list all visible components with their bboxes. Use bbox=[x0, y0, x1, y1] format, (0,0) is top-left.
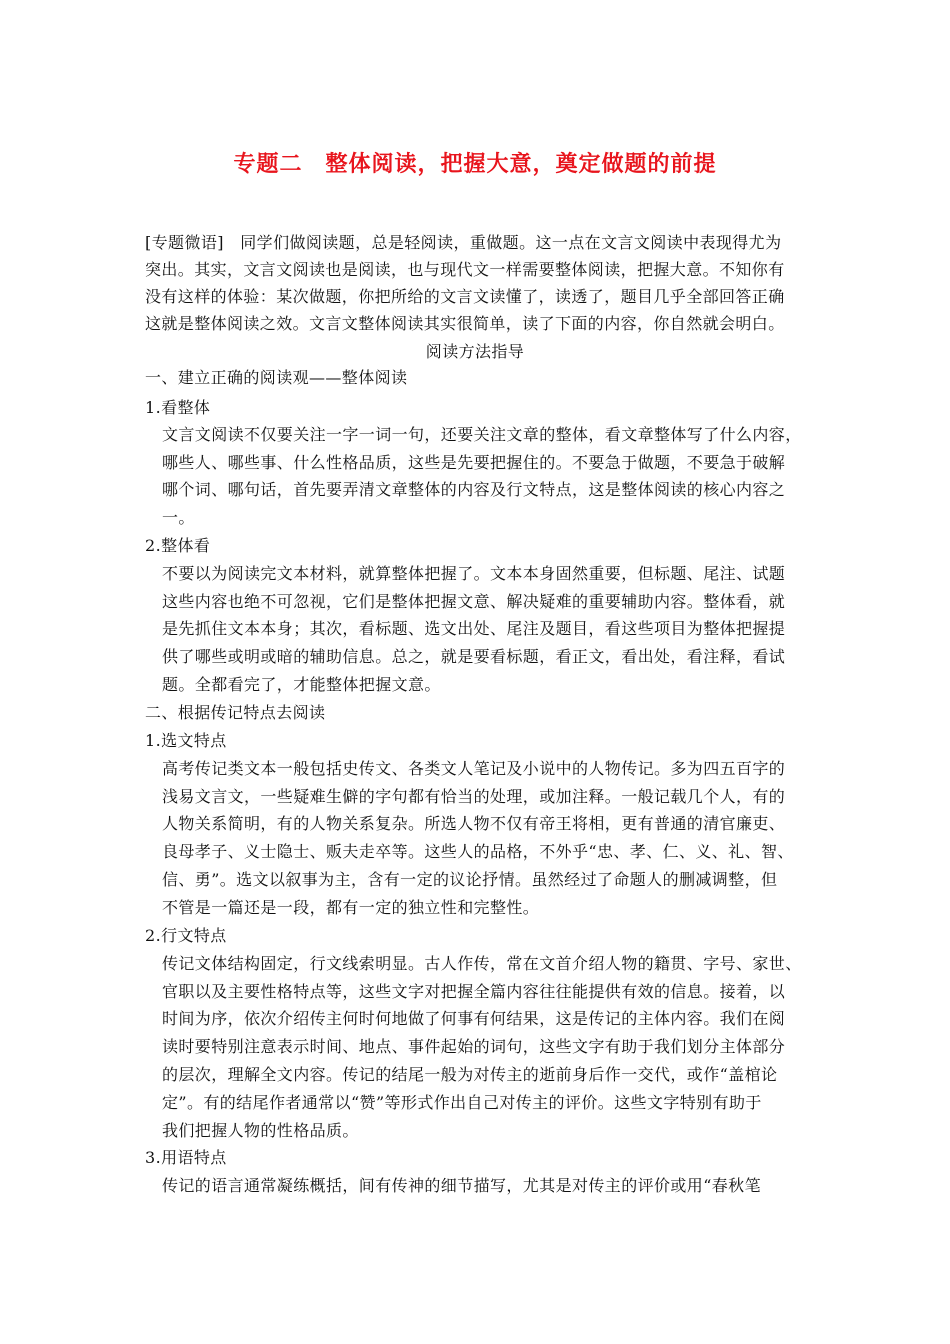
part2-item1-line-5: 信、勇”。选文以叙事为主，含有一定的议论抒情。虽然经过了命题人的删减调整，但 bbox=[162, 870, 778, 889]
part2-item2-line-1: 传记文体结构固定，行文线索明显。古人作传，常在文首介绍人物的籍贯、字号、家世、 bbox=[162, 954, 802, 973]
part2-item2-line-6: 定”。有的结尾作者通常以“赞”等形式作出自己对传主的评价。这些文字特别有助于 bbox=[162, 1093, 762, 1112]
part2-item3-heading: 3.用语特点 bbox=[145, 1148, 227, 1167]
part2-item1-line-1: 高考传记类文本一般包括史传文、各类文人笔记及小说中的人物传记。多为四五百字的 bbox=[162, 759, 786, 778]
part2-item1-line-2: 浅易文言文，一些疑难生僻的字句都有恰当的处理，或加注释。一般记载几个人，有的 bbox=[162, 787, 786, 806]
part2-item2-line-4: 读时要特别注意表示时间、地点、事件起始的词句，这些文字有助于我们划分主体部分 bbox=[162, 1037, 786, 1056]
part1-item2-line-2: 这些内容也绝不可忽视，它们是整体把握文意、解决疑难的重要辅助内容。整体看，就 bbox=[162, 592, 786, 611]
part1-item1-heading: 1.看整体 bbox=[145, 398, 211, 417]
part1-item2-line-1: 不要以为阅读完文本材料，就算整体把握了。文本本身固然重要，但标题、尾注、试题 bbox=[162, 564, 786, 583]
part1-item2-heading: 2.整体看 bbox=[145, 536, 211, 555]
part1-item2-line-3: 是先抓住文本本身；其次，看标题、选文出处、尾注及题目，看这些项目为整体把握提 bbox=[162, 619, 786, 638]
part2-item2-line-7: 我们把握人物的性格品质。 bbox=[162, 1121, 359, 1140]
part1-heading: 一、建立正确的阅读观——整体阅读 bbox=[145, 368, 408, 387]
part1-item2-line-4: 供了哪些或明或暗的辅助信息。总之，就是要看标题，看正文，看出处，看注释，看试 bbox=[162, 647, 786, 666]
part2-item3-line-1: 传记的语言通常凝练概括，间有传神的细节描写，尤其是对传主的评价或用“春秋笔 bbox=[162, 1176, 761, 1195]
method-heading: 阅读方法指导 bbox=[425, 342, 525, 361]
part1-item2-line-5: 题。全都看完了，才能整体把握文意。 bbox=[162, 675, 441, 694]
part2-item2-line-5: 的层次，理解全文内容。传记的结尾一般为对传主的逝前身后作一交代，或作“盖棺论 bbox=[162, 1065, 778, 1084]
part2-item1-line-4: 良母孝子、义士隐士、贩夫走卒等。这些人的品格，不外乎“忠、孝、仁、义、礼、智、 bbox=[162, 842, 794, 861]
intro-line-3: 没有这样的体验：某次做题，你把所给的文言文读懂了，读透了，题目几乎全部回答正确 bbox=[145, 287, 785, 306]
part2-item1-line-6: 不管是一篇还是一段，都有一定的独立性和完整性。 bbox=[162, 898, 540, 917]
part2-heading: 二、根据传记特点去阅读 bbox=[145, 703, 326, 722]
part1-item1-line-1: 文言文阅读不仅要关注一字一词一句，还要关注文章的整体，看文章整体写了什么内容， bbox=[162, 425, 802, 444]
part1-item1-line-3: 哪个词、哪句话，首先要弄清文章整体的内容及行文特点，这是整体阅读的核心内容之 bbox=[162, 480, 786, 499]
intro-line-4: 这就是整体阅读之效。文言文整体阅读其实很简单，读了下面的内容，你自然就会明白。 bbox=[145, 314, 785, 333]
part2-item2-heading: 2.行文特点 bbox=[145, 926, 227, 945]
part2-item2-line-2: 官职以及主要性格特点等，这些文字对把握全篇内容往往能提供有效的信息。接着，以 bbox=[162, 982, 786, 1001]
page-title: 专题二 整体阅读，把握大意，奠定做题的前提 bbox=[233, 152, 717, 177]
part1-item1-line-2: 哪些人、哪些事、什么性格品质，这些是先要把握住的。不要急于做题，不要急于破解 bbox=[162, 453, 786, 472]
part1-item1-line-4: 一。 bbox=[162, 508, 195, 527]
part2-item2-line-3: 时间为序，依次介绍传主何时何地做了何事有何结果，这是传记的主体内容。我们在阅 bbox=[162, 1009, 786, 1028]
intro-line-1: [专题微语] 同学们做阅读题，总是轻阅读，重做题。这一点在文言文阅读中表现得尤为 bbox=[145, 233, 782, 252]
part2-item1-line-3: 人物关系简明，有的人物关系复杂。所选人物不仅有帝王将相，更有普通的清官廉吏、 bbox=[162, 814, 786, 833]
part2-item1-heading: 1.选文特点 bbox=[145, 731, 227, 750]
intro-line-2: 突出。其实，文言文阅读也是阅读，也与现代文一样需要整体阅读，把握大意。不知你有 bbox=[145, 260, 785, 279]
